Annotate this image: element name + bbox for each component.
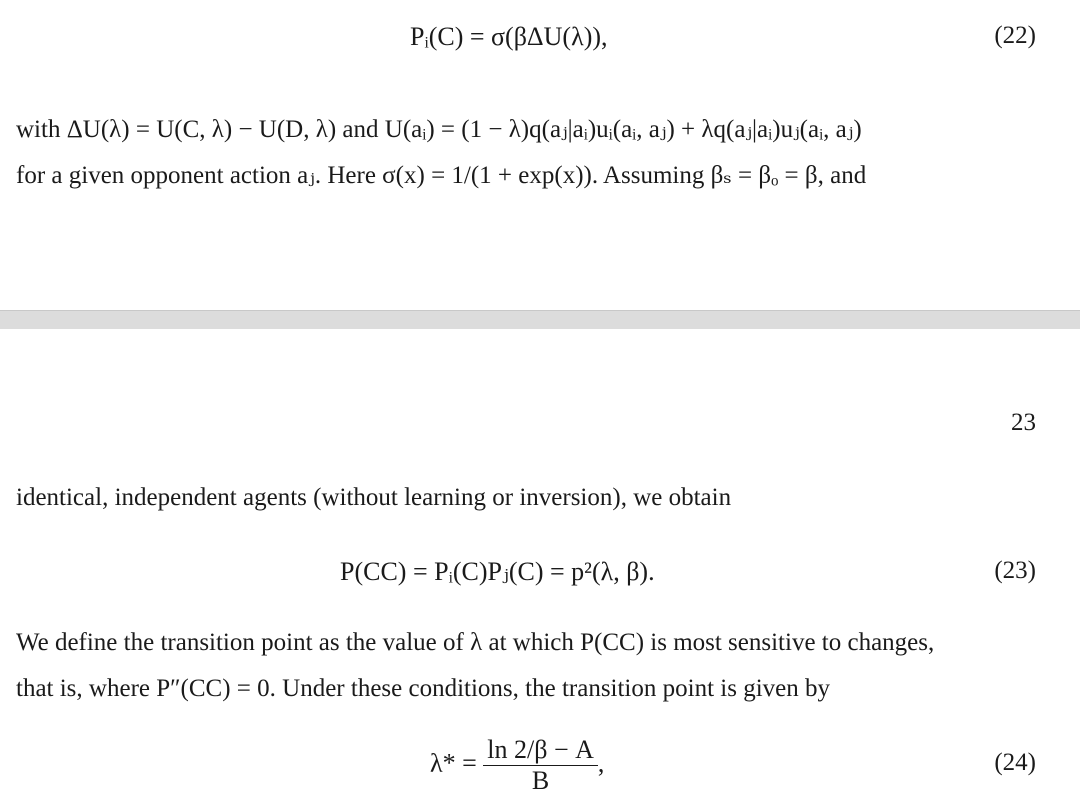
equation-24-number: (24) [994, 749, 1036, 776]
equation-23 [0, 557, 1080, 597]
page-fragment-top [0, 0, 1080, 310]
equation-24-lhs: λ* = [430, 748, 477, 778]
paragraph-line-1: with ΔU(λ) = U(C, λ) − U(D, λ) and U(aᵢ) = (1 − λ)q(aⱼ|aᵢ)uᵢ(aᵢ, aⱼ) + λq(aⱼ|aᵢ)uⱼ(aᵢ, aⱼ) [16, 116, 862, 143]
paragraph-line-2: for a given opponent action aⱼ. Here σ(x) = 1/(1 + exp(x)). Assuming βₛ = βₒ = β, and [16, 162, 867, 189]
equation-24-body [430, 735, 604, 796]
equation-24-fraction [483, 735, 598, 796]
equation-24-numerator: ln 2/β − A [483, 735, 598, 766]
page-separator [0, 310, 1080, 330]
paragraph-line-5: that is, where P″(CC) = 0. Under these conditions, the transition point is given by [16, 675, 830, 702]
page-fragment-bottom [0, 329, 1080, 806]
equation-24 [0, 729, 1080, 799]
equation-23-body: P(CC) = Pᵢ(C)Pⱼ(C) = p²(λ, β). [340, 557, 655, 586]
equation-24-denominator: B [531, 766, 550, 795]
paragraph-line-3: identical, independent agents (without learning or inversion), we obtain [16, 484, 732, 511]
equation-22-body: Pᵢ(C) = σ(βΔU(λ)), [410, 22, 608, 51]
equation-24-trail: , [597, 748, 605, 778]
equation-23-number: (23) [994, 557, 1036, 584]
page-number: 23 [1011, 409, 1036, 436]
equation-22 [0, 22, 1080, 62]
paragraph-line-4: We define the transition point as the value of λ at which P(CC) is most sensitive to changes, [16, 629, 935, 656]
equation-22-number: (22) [994, 22, 1036, 49]
